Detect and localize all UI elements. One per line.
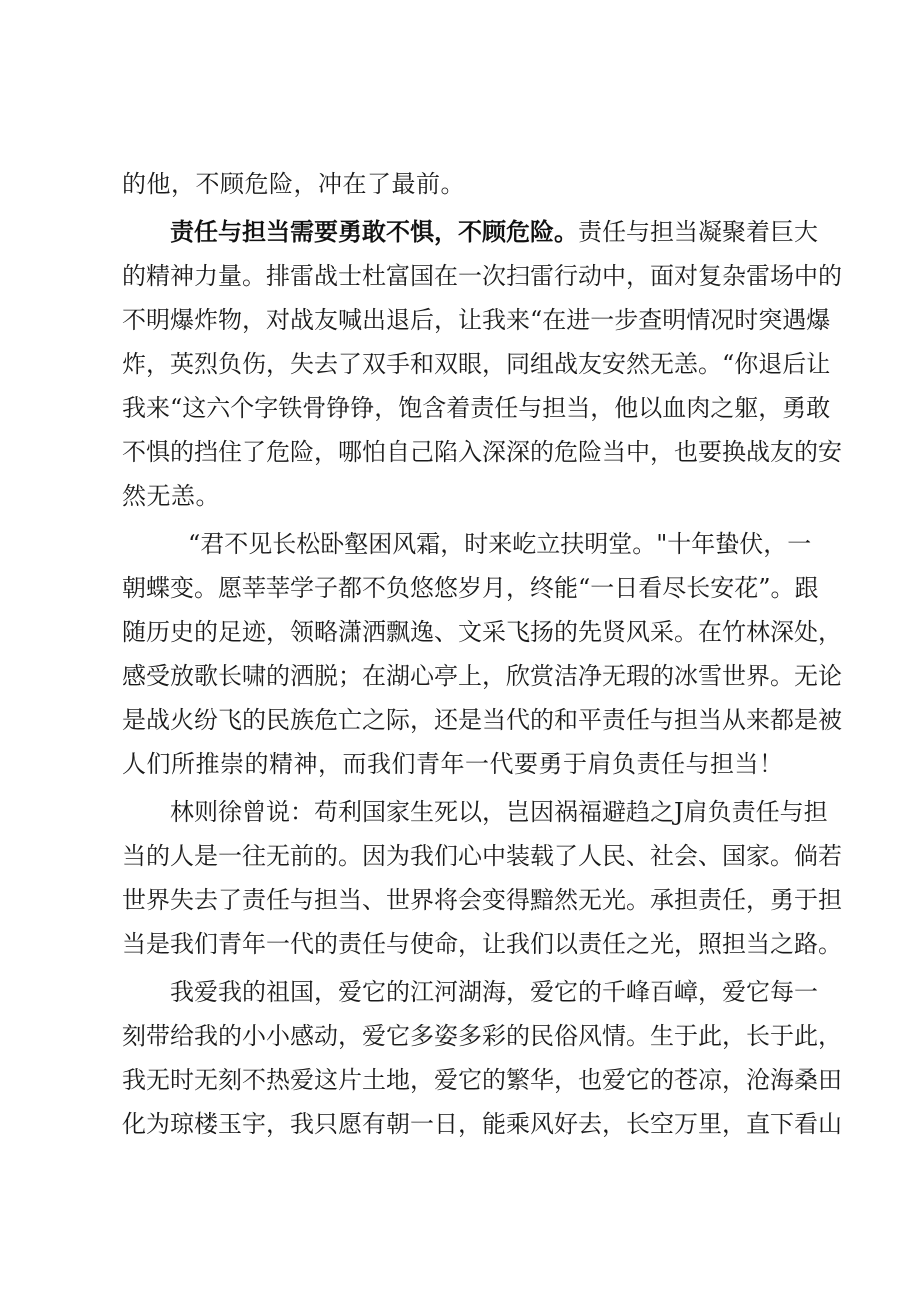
text-line: 然无恙。: [122, 482, 220, 510]
text-line: 刻带给我的小小感动，爱它多姿多彩的民俗风情。生于此，长于此，: [122, 1022, 842, 1050]
text-line: 我无时无刻不热爱这片土地，爱它的繁华，也爱它的苍凉，沧海桑田: [122, 1066, 842, 1094]
text-line: 林则徐曾说：苟利国家生死以，岂因祸福避趋之J肩负责任与担: [170, 798, 828, 826]
text-line: 人们所推崇的精神，而我们青年一代要勇于肩负责任与担当！: [122, 750, 784, 778]
bold-lead-sentence: 责任与担当需要勇敢不惧，不顾危险。: [170, 217, 578, 246]
text-line: 炸，英烈负伤，失去了双手和双眼，同组战友安然无恙。“你退后让: [122, 350, 831, 378]
text-line: 的精神力量。排雷战士杜富国在一次扫雷行动中，面对复杂雷场中的: [122, 262, 842, 290]
text-line: 当是我们青年一代的责任与使命，让我们以责任之光，照担当之路。: [122, 930, 842, 958]
text-line: 感受放歌长啸的洒脱；在湖心亭上，欣赏洁净无瑕的冰雪世界。无论: [122, 662, 842, 690]
text-line: 随历史的足迹，领略潇洒飘逸、文采飞扬的先贤风采。在竹林深处，: [122, 618, 842, 646]
text-line: 当的人是一往无前的。因为我们心中装载了人民、社会、国家。倘若: [122, 842, 842, 870]
text-run: 责任与担当凝聚着巨大: [578, 218, 818, 246]
text-line: 我爱我的祖国，爱它的江河湖海，爱它的千峰百嶂，爱它每一: [170, 978, 818, 1006]
text-line: “君不见长松卧壑困风霜，时来屹立扶明堂。"十年蛰伏，一: [188, 530, 812, 558]
text-line: 是战火纷飞的民族危亡之际，还是当代的和平责任与担当从来都是被: [122, 706, 842, 734]
text-line: 世界失去了责任与担当、世界将会变得黯然无光。承担责任，勇于担: [122, 886, 842, 914]
text-line: 不明爆炸物，对战友喊出退后，让我来“在进一步查明情况时突遇爆: [122, 306, 831, 334]
text-line: 不惧的挡住了危险，哪怕自己陷入深深的危险当中，也要换战友的安: [122, 438, 842, 466]
text-line: 的他，不顾危险，冲在了最前。: [122, 170, 465, 198]
text-line: 化为琼楼玉宇，我只愿有朝一日，能乘风好去，长空万里，直下看山: [122, 1110, 842, 1138]
text-line: [170, 212, 818, 252]
text-line: 我来“这六个字铁骨铮铮，饱含着责任与担当，他以血肉之躯，勇敢: [122, 394, 831, 422]
text-line: 朝蝶变。愿莘莘学子都不负悠悠岁月，终能“一日看尽长安花”。跟: [122, 574, 819, 602]
